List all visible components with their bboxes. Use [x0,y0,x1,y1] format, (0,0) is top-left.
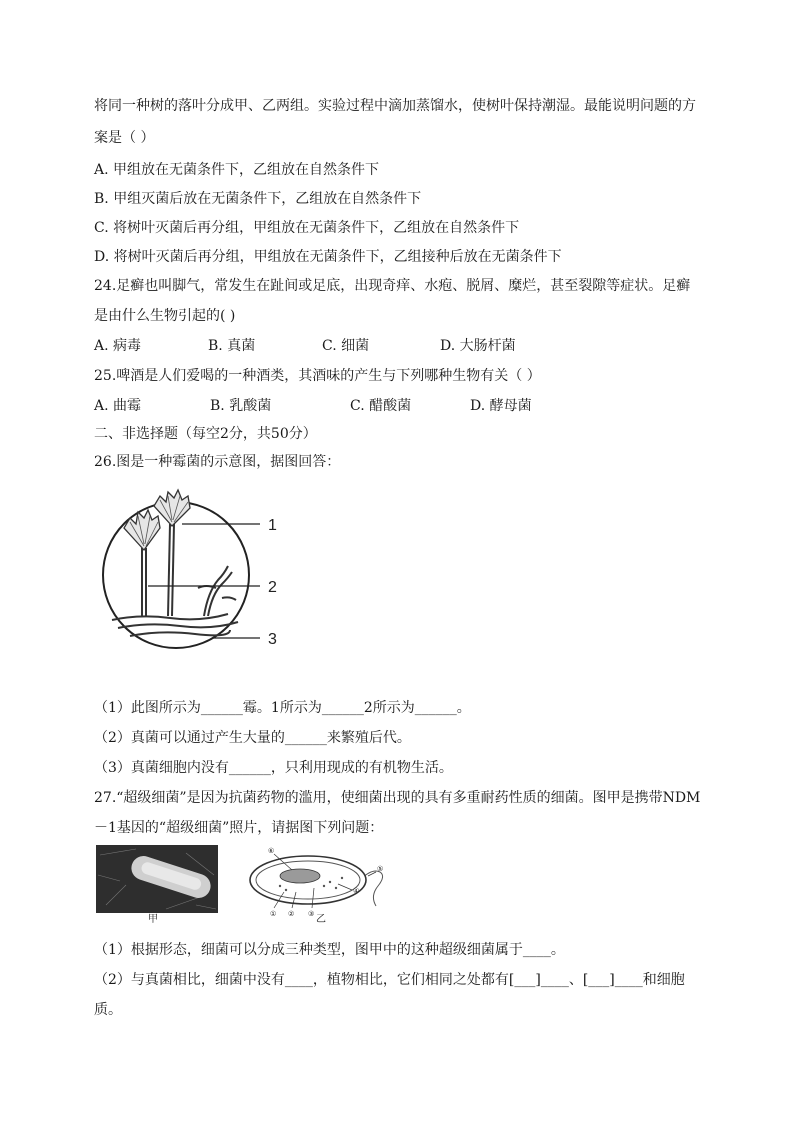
q24-option-c: C. 细菌 [322,338,370,354]
q24-stem-line1: 24.足癣也叫脚气，常发生在趾间或足底，出现奇痒、水疱、脱屑、糜烂，甚至裂隙等症状。足癣 [94,278,691,294]
q23-option-b: B. 甲组灭菌后放在无菌条件下，乙组放在自然条件下 [94,191,422,207]
q23-stem-line1: 将同一种树的落叶分成甲、乙两组。实验过程中滴加蒸馏水，使树叶保持潮湿。最能说明问题的方 [94,98,696,114]
q23-option-a: A. 甲组放在无菌条件下，乙组放在自然条件下 [94,162,380,178]
q27-sub2-line2: 质。 [94,1002,122,1018]
q25-option-d: D. 酵母菌 [470,398,532,414]
q23-option-c: C. 将树叶灭菌后再分组，甲组放在无菌条件下，乙组放在自然条件下 [94,220,520,236]
q26-stem: 26.图是一种霉菌的示意图，据图回答： [94,454,341,470]
q24-option-b: B. 真菌 [208,338,256,354]
diagram-label-3: ③ [308,910,315,918]
q26-sub3: （3）真菌细胞内没有______，只利用现成的有机物生活。 [94,760,453,776]
q24-option-a: A. 病毒 [94,338,142,354]
q27-sub1: （1）根据形态，细菌可以分成三种类型，图甲中的这种超级细菌属于____。 [94,942,565,958]
mold-diagram [100,488,300,678]
figure-caption-yi: 乙 [316,914,326,925]
superbug-photo [96,845,218,913]
q23-stem-line2: 案是（ ） [94,130,155,146]
q24-stem-line2: 是由什么生物引起的( ) [94,308,236,324]
q25-option-b: B. 乳酸菌 [210,398,272,414]
q24-option-d: D. 大肠杆菌 [440,338,516,354]
figure-label-3: 3 [268,631,277,648]
q23-option-d: D. 将树叶灭菌后再分组，甲组放在无菌条件下，乙组接种后放在无菌条件下 [94,249,562,265]
q25-stem: 25.啤酒是人们爱喝的一种酒类，其酒味的产生与下列哪种生物有关（ ） [94,368,541,384]
q26-sub2: （2）真菌可以通过产生大量的______来繁殖后代。 [94,730,411,746]
figure-label-1: 1 [268,517,277,534]
bacterium-structure-diagram [240,842,390,918]
q26-sub1: （1）此图所示为______霉。1所示为______2所示为______。 [94,700,471,716]
q25-option-c: C. 醋酸菌 [350,398,412,414]
figure-caption-jia: 甲 [148,914,158,925]
dna-region [280,869,320,883]
q27-sub2-line1: （2）与真菌相比，细菌中没有____，植物相比，它们相同之处都有[___]____、[___]____和细胞 [94,972,685,988]
diagram-label-1: ① [270,910,277,918]
q27-stem-line1: 27.“超级细菌”是因为抗菌药物的滥用，使细菌出现的具有多重耐药性质的细菌。图甲是携带NDM [94,790,701,806]
section2-title: 二、非选择题（每空2分，共50分） [94,426,317,442]
figure-label-2: 2 [268,579,277,596]
q25-option-a: A. 曲霉 [94,398,142,414]
diagram-label-4: ④ [353,887,360,895]
diagram-label-5: ⑤ [377,865,384,873]
diagram-label-2: ② [288,910,295,918]
q27-stem-line2: －1基因的“超级细菌”照片，请据图下列问题： [94,820,384,836]
diagram-label-6: ⑥ [268,847,275,855]
